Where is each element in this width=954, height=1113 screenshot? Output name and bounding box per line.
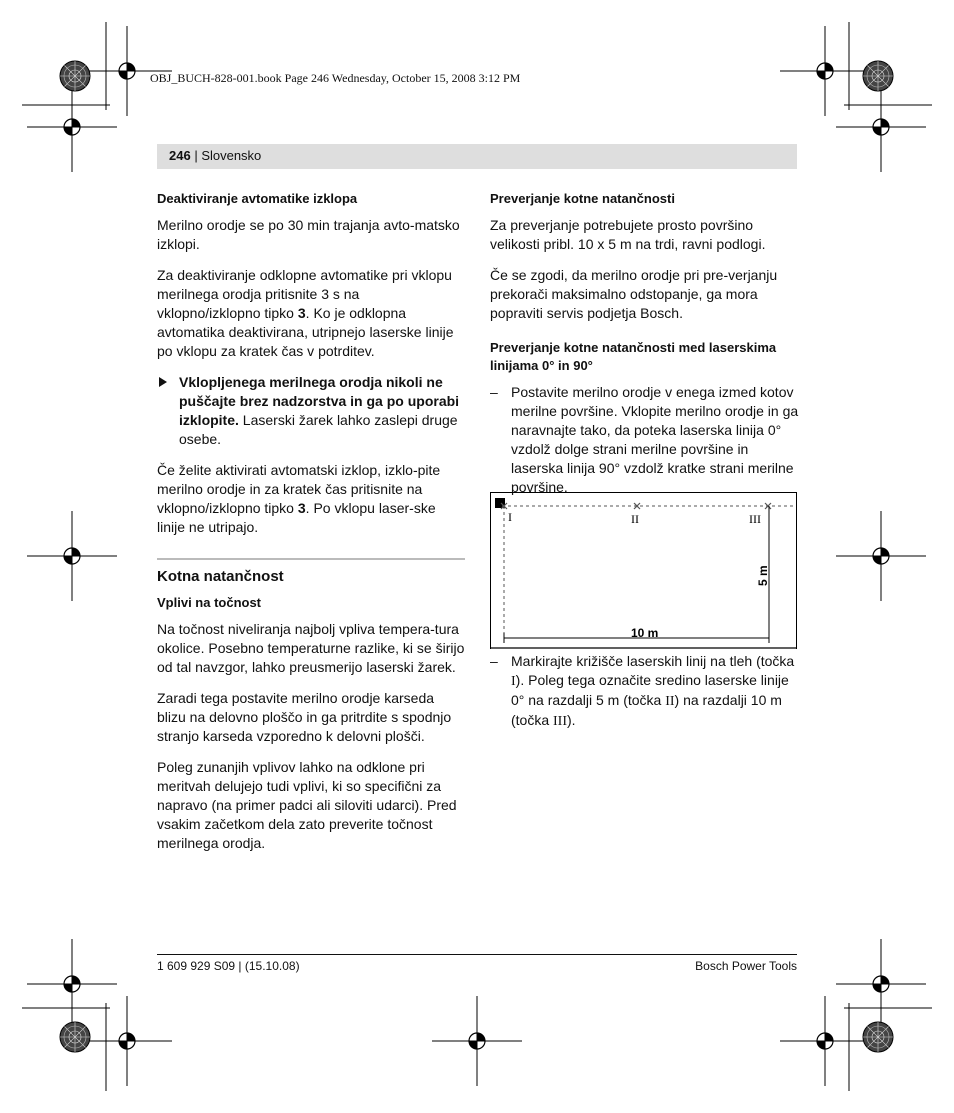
list-item-text: Markirajte križišče laserskih linij na tleh (točka I). Poleg tega označite sredino laserske linije 0° na razdalji 5 m (točka II) na razdalji 10 m (točka III). [511,653,795,729]
right-column [490,190,800,509]
warning-text: Laserski žarek lahko zaslepi druge osebe. [179,412,458,447]
label-10m: 10 m [631,626,659,640]
page-number: 246 [169,148,191,163]
dash-symbol: – [490,653,498,669]
footer-divider [157,954,797,955]
header-language: Slovensko [201,148,262,163]
footer-brand: Bosch Power Tools [695,959,797,973]
warning-bullet [157,373,465,449]
cross-mark-III [765,503,771,509]
left-column [157,190,465,865]
label-point-II: II [631,512,639,526]
paragraph: Za deaktiviranje odklopne avtomatike pri vklopu merilnega orodja pritisnite 3 s na vklopno/izklopno tipko 3. Ko je odklopna avtomatika deaktivirana, utripnejo laserske linije po vklopu za kratek čas v potrditev. [157,267,454,359]
warning-bold-text: Vklopljenega merilnega orodja nikoli ne puščajte brez nadzorstva in ga po uporabi izklopite. [179,374,460,428]
page-header [157,144,797,169]
page-header-text [169,148,261,163]
triangle-bullet-icon [159,377,167,387]
label-point-I: I [508,510,512,524]
heading-angular-accuracy: Kotna natančnost [157,568,284,585]
paragraph: Za preverjanje potrebujete prosto površino velikosti pribl. 10 x 5 m na trdi, ravni podlogi. [490,217,766,252]
list-item-text: Postavite merilno orodje v enega izmed kotov merilne površine. Vklopite merilno orodje in ga naravnajte tako, da poteka laserska linija 0° vzdolž dolge strani merilne površine in laserska linija 90° vzdolž kratke strani merilne površine. [511,384,799,495]
dash-symbol: – [490,384,498,400]
list-item [490,652,800,731]
right-column-continued [490,652,800,743]
subheading-influences: Vplivi na točnost [157,595,262,610]
measuring-area-diagram [490,492,797,649]
measuring-area-figure [490,492,797,649]
label-point-III: III [749,512,761,526]
file-info-line: OBJ_BUCH-828-001.book Page 246 Wednesday, October 15, 2008 3:12 PM [150,71,521,85]
paragraph: Merilno orodje se po 30 min trajanja avto-matsko izklopi. [157,217,460,252]
heading-checking-0-90: Preverjanje kotne natančnosti med laserskima linijama 0° in 90° [490,340,777,373]
paragraph: Če se zgodi, da merilno orodje pri pre-verjanju prekorači maksimalno odstopanje, ga mora popraviti servis podjetja Bosch. [490,267,778,321]
header-separator: | [190,148,202,163]
footer-document-code: 1 609 929 S09 | (15.10.08) [157,959,300,973]
list-item [490,383,800,497]
paragraph: Poleg zunanjih vplivov lahko na odklone pri meritvah delujejo tudi vplivi, ki so specifični za napravo (na primer padci ali siloviti udarci). Pred vsakim začetkom dela zato preverite točnost merilnega orodja. [157,759,457,851]
heading-checking-angular-accuracy: Preverjanje kotne natančnosti [490,191,675,206]
label-5m: 5 m [756,565,770,586]
section-divider [157,558,465,560]
paragraph: Zaradi tega postavite merilno orodje karseda blizu na delovno ploščo in ga pritrdite s spodnjo stranjo karseda vzporedno k delovni plošči. [157,690,452,744]
heading-deactivate-auto-off: Deaktiviranje avtomatike izklopa [157,191,358,206]
paragraph: Na točnost niveliranja najbolj vpliva tempera-tura okolice. Posebno temperaturne razlike, ki se širijo od tal navzgor, lahko preusmerijo laserski žarek. [157,621,465,675]
paragraph: Če želite aktivirati avtomatski izklop, izklo-pite merilno orodje in za kratek čas pritisnite na vklopno/izklopno tipko 3. Po vklopu laser-ske linije ne utripajo. [157,462,441,535]
